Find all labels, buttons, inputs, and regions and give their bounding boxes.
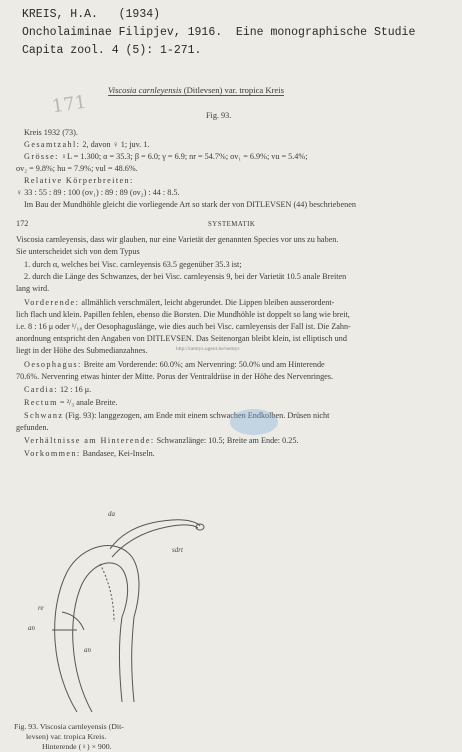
groesse-line-2: ov₂ = 9.8%; hu = 7.9%; vul = 48.6%. (16, 164, 138, 173)
species-heading (108, 85, 284, 96)
groesse-label: Grösse: (24, 152, 59, 161)
rectum-line: Rectum = ²/₃ anale Breite. (24, 398, 118, 407)
body-item2a: 2. durch die Länge des Schwanzes, der bei Visc. carnleyensis 9, bei der Varietät 10.5 anale Breiten (24, 272, 347, 281)
caption-line-1: Fig. 93. Viscosia carnleyensis (Dit- (14, 722, 124, 731)
figure-label-da: da (108, 510, 115, 518)
watermark-logo (230, 409, 278, 435)
figure-label-an-inner: an (84, 646, 91, 654)
cardia-label: Cardia: (24, 385, 58, 394)
source-url: http://nemys.ugent.be/nemys (176, 346, 240, 352)
oesophagus-2: 70.6%. Nervenring etwas hinter der Mitte. Porus der Ventraldrüse in der Höhe des Nervenringes. (16, 372, 334, 381)
pencil-note: 171 (50, 91, 88, 118)
fig-reference: Fig. 93. (206, 111, 232, 120)
reference-line: Kreis 1932 (73). (24, 128, 78, 137)
card-author-year: KREIS, H.A. (1934) (22, 8, 161, 21)
verhaeltnisse-line: Verhältnisse am Hinterende: Schwanzlänge: 10.5; Breite am Ende: 0.25. (24, 436, 299, 445)
schwanz-2: gefunden. (16, 423, 49, 432)
caption-line-3: Hinterende (♀) × 900. (42, 742, 112, 751)
body-item1: 1. durch α, welches bei Visc. carnleyensis 63.5 gegenüber 35.3 ist; (24, 260, 242, 269)
schwanz-label: Schwanz (24, 411, 64, 420)
running-head: SYSTEMATIK (208, 221, 256, 228)
figure-label-an-left: an (28, 624, 35, 632)
figure-label-re: re (38, 604, 44, 612)
rectum-label: Rectum (24, 398, 58, 407)
cardia-line: Cardia: 12 : 16 μ. (24, 385, 92, 394)
mundhoehle-line: Im Bau der Mundhöhle gleicht die vorliegende Art so stark der von DITLEVSEN (44) beschriebenen (24, 200, 356, 209)
oesophagus-line: Oesophagus: Breite am Vorderende: 60.0%; am Nervenring: 50.0% und am Hinterende (24, 360, 325, 369)
figure-label-sdrt: sdrt (172, 546, 183, 554)
body-item2b: lang wird. (16, 284, 50, 293)
groesse-line: Grösse: ♀L = 1.300; α = 35.3; β = 6.0; γ = 6.9; nr = 54.7%; ov₁ = 6.9%; vu = 5.4%; (24, 152, 308, 161)
index-card-header (0, 0, 462, 80)
figure-caption (14, 722, 164, 752)
body-p1a: Viscosia carnleyensis, dass wir glauben, nur eine Varietät der genannten Species vor uns zu haben. (16, 235, 339, 244)
page-number: 172 (16, 219, 29, 228)
verhaeltnisse-label: Verhältnisse am Hinterende: (24, 436, 155, 445)
card-citation: Capita zool. 4 (5): 1-271. (22, 44, 202, 57)
vorderende-5: liegt in der Höhe des Submedianzahnes. (16, 346, 148, 355)
species-author: (Ditlevsen) var. tropica Kreis (181, 85, 284, 95)
vorderende-label: Vorderende: (24, 298, 80, 307)
species-name: Viscosia carnleyensis (108, 85, 182, 95)
vorderende-2: lich flach und klein. Papillen fehlen, ebenso die Borsten. Die Mundhöhle ist doppelt so lang wie breit, (16, 310, 350, 319)
vorkommen-label: Vorkommen: (24, 449, 81, 458)
oesophagus-label: Oesophagus: (24, 360, 82, 369)
gesamtzahl-label: Gesamtzahl: (24, 140, 81, 149)
vorkommen-line: Vorkommen: Bandasee, Kei-Inseln. (24, 449, 155, 458)
gesamtzahl-line: Gesamtzahl: 2, davon ♀ 1; juv. 1. (24, 140, 150, 149)
card-title: Oncholaiminae Filipjev, 1916. Eine monographische Studie (22, 26, 416, 39)
vorderende-4: anordnung entspricht den Angaben von DITLEVSEN. Das Seitenorgan bleibt klein, ist elliptisch und (16, 334, 347, 343)
body-p1b: Sie unterscheidet sich von dem Typus (16, 247, 140, 256)
koerper-values: ♀ 33 : 55 : 89 : 100 (ov₁) : 89 : 89 (ov₂) : 44 : 8.5. (16, 188, 180, 197)
figure-93-drawing (22, 502, 207, 717)
koerper-label: Relative Körperbreiten: (24, 176, 134, 185)
vorderende-line: Vorderende: allmählich verschmälert, leicht abgerundet. Die Lippen bleiben ausserordent- (24, 298, 335, 307)
schwanz-line: Schwanz (Fig. 93): langgezogen, am Ende mit einem schwachen Endkolben. Drüsen nicht (24, 411, 330, 420)
page-scan (8, 82, 454, 751)
vorderende-3: i.e. 8 : 16 μ oder ¹/₁₈ der Oesophaguslänge, wie dies auch bei Visc. carnleyensis der Fall ist. Die Zahn- (16, 322, 351, 331)
caption-line-2: levsen) var. tropica Kreis. (26, 732, 107, 741)
